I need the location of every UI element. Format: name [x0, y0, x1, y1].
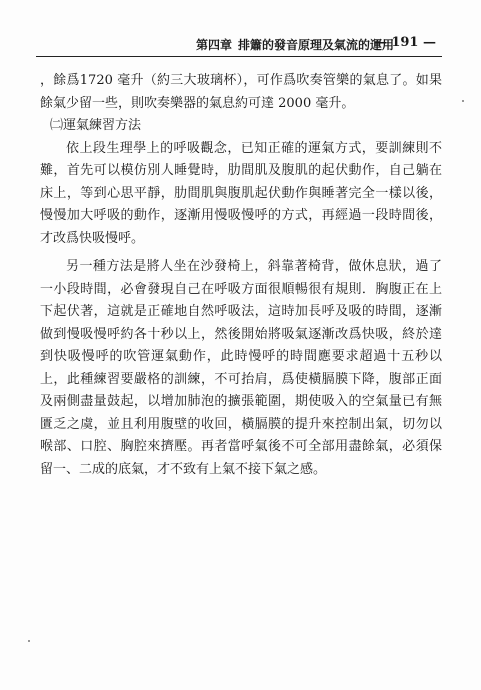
scan-speck	[462, 100, 464, 102]
scan-speck	[28, 640, 30, 642]
chapter-label: 第四章	[196, 38, 233, 52]
paragraph: 依上段生理學上的呼吸觀念，已知正確的運氣方式，要訓練則不難，首先可以模仿別人睡覺時，肋間肌及腹肌的起伏動作，自己躺在床上，等到心思平靜，肋間肌與腹肌起伏動作與睡著完全一樣以後，慢慢加大呼吸的動作，逐漸用慢吸慢呼的方式，再經過一段時間後，才改爲快吸慢呼。	[40, 140, 442, 246]
page-number: — 191 —	[373, 35, 436, 50]
paragraph-continuation: ，餘爲1720 毫升（約三大玻璃杯），可作爲吹奏管樂的氣息了。如果餘氣少留一些，則吹奏樂器的氣息約可達 2000 毫升。	[40, 73, 442, 111]
paragraph: 另一種方法是將人坐在沙發椅上，斜靠著椅背，做休息狀，過了一小段時間，必會發現自己在呼吸方面很順暢很有規則．胸腹正在上下起伏著，這就是正確地自然呼吸法，這時加長呼及吸的時間，逐漸做到慢吸慢呼約各十秒以上，然後開始將吸氣逐漸改爲快吸，終於達到快吸慢呼的吹管運氣動作，此時慢呼的時間應要求超過十五秒以上，此種練習要嚴格的訓練，不可抬肩，爲使橫膈膜下降，腹部正面及兩側盡量鼓起，以增加肺泡的擴張範圍，期使吸入的空氣量已有無匱乏之虞，並且利用腹壁的收回，橫膈膜的提升來控制出氣，切勿以喉部、口腔、胸腔來擠壓。再者當呼氣後不可全部用盡餘氣，必須保留一、二成的底氣，才不致有上氣不接下氣之感。	[40, 259, 442, 477]
body-text	[40, 70, 442, 481]
section-heading: ㈡運氣練習方法	[50, 118, 142, 133]
running-header	[196, 36, 436, 54]
chapter-title: 排簫的發音原理及氣流的運用	[238, 38, 395, 52]
header-rule	[36, 56, 442, 57]
